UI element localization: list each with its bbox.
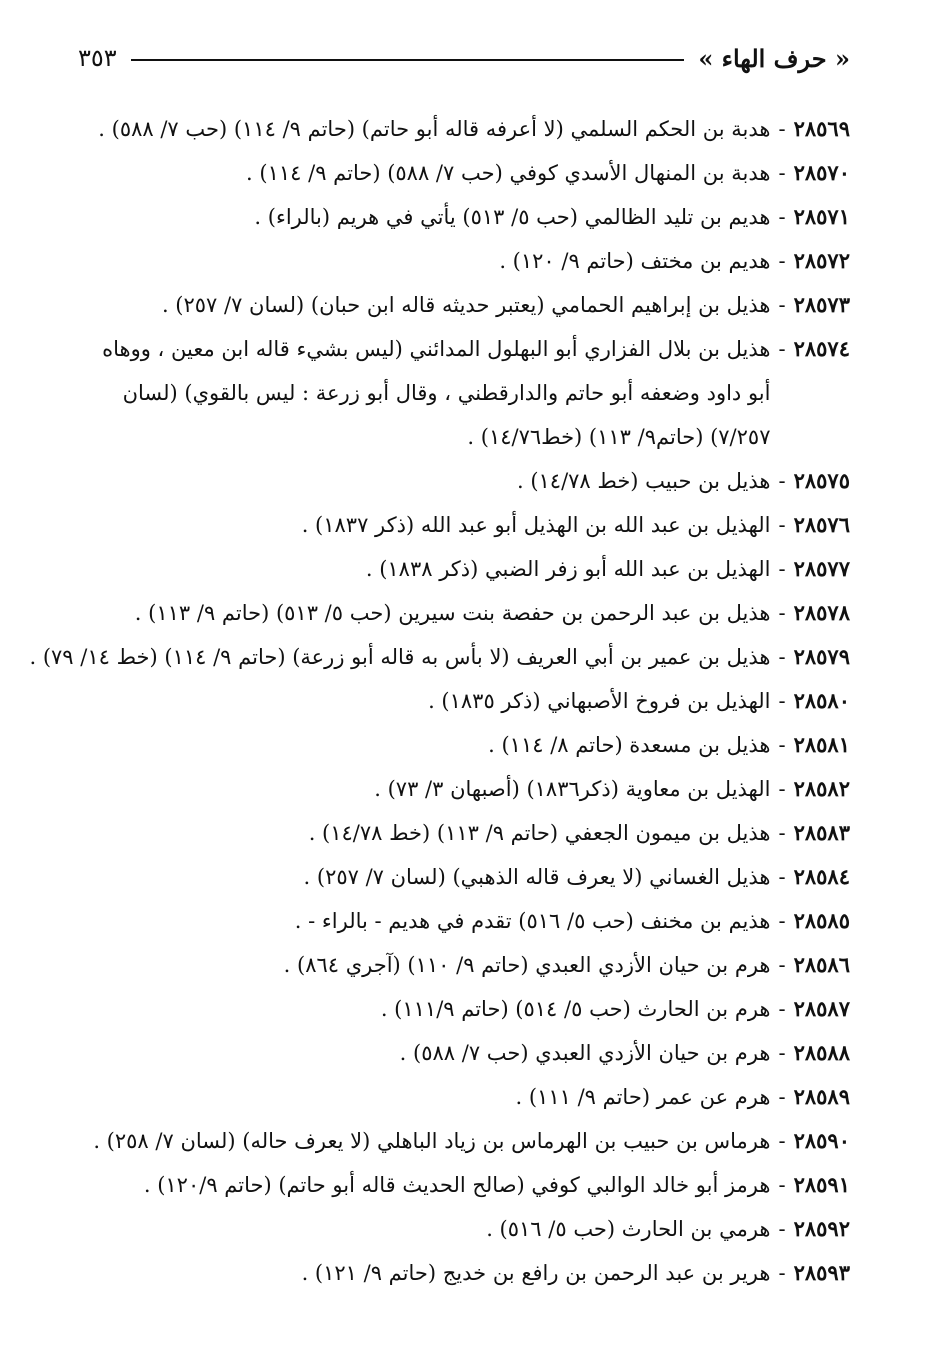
list-item bbox=[78, 679, 850, 723]
list-item bbox=[78, 943, 850, 987]
entry-dash: - bbox=[778, 1085, 786, 1109]
entry-dash: - bbox=[778, 513, 786, 537]
list-item bbox=[78, 547, 850, 591]
entry-number: ٢٨٥٧٥ bbox=[793, 468, 850, 493]
entry-number: ٢٨٥٧٤ bbox=[793, 336, 850, 361]
entry-number: ٢٨٥٨٨ bbox=[793, 1040, 850, 1065]
entry-number: ٢٨٥٧٦ bbox=[793, 512, 850, 537]
entry-dash: - bbox=[778, 689, 786, 713]
list-item bbox=[78, 327, 850, 459]
entry-number: ٢٨٥٨٢ bbox=[793, 776, 850, 801]
entry-text: هذيل بن بلال الفزاري أبو البهلول المدائني (ليس بشيء قاله ابن معين ، ووهاه أبو داود وضعفه أبو حاتم والدارقطني ، وقال أبو زرعة : ليس بالقوي) (لسان ٧/٢٥٧) (حاتم٩/ ١١٣) (خط١٤/٧٦) . bbox=[102, 337, 771, 449]
entry-number: ٢٨٥٨٣ bbox=[793, 820, 850, 845]
entry-dash: - bbox=[778, 249, 786, 273]
entry-text: الهذيل بن عبد الله بن الهذيل أبو عبد الله (ذكر ١٨٣٧) . bbox=[301, 513, 771, 537]
entry-dash: - bbox=[778, 909, 786, 933]
running-header bbox=[78, 38, 850, 78]
entry-dash: - bbox=[778, 1217, 786, 1241]
list-item bbox=[78, 899, 850, 943]
list-item bbox=[78, 151, 850, 195]
list-item bbox=[78, 1075, 850, 1119]
entry-text: هرم بن الحارث (حب ٥/ ٥١٤) (حاتم ١١١/٩) . bbox=[380, 997, 771, 1021]
entry-dash: - bbox=[778, 953, 786, 977]
entry-text: هرمي بن الحارث (حب ٥/ ٥١٦) . bbox=[486, 1217, 771, 1241]
header-rule bbox=[131, 59, 685, 61]
entry-number: ٢٨٥٧١ bbox=[793, 204, 850, 229]
list-item bbox=[78, 591, 850, 635]
entry-dash: - bbox=[778, 1041, 786, 1065]
entry-text: هرير بن عبد الرحمن بن رافع بن خديج (حاتم ٩/ ١٢١) . bbox=[301, 1261, 771, 1285]
list-item bbox=[78, 1207, 850, 1251]
entry-dash: - bbox=[778, 337, 786, 361]
entry-number: ٢٨٥٨٩ bbox=[793, 1084, 850, 1109]
header-title: « حرف الهاء » bbox=[698, 43, 850, 73]
entry-number: ٢٨٥٧٠ bbox=[793, 160, 850, 185]
page-number: ٣٥٣ bbox=[78, 44, 117, 72]
entry-dash: - bbox=[778, 777, 786, 801]
entry-text: هدبة بن المنهال الأسدي كوفي (حب ٧/ ٥٨٨) (حاتم ٩/ ١١٤) . bbox=[246, 161, 771, 185]
entry-dash: - bbox=[778, 293, 786, 317]
entry-dash: - bbox=[778, 557, 786, 581]
entry-number: ٢٨٥٨٦ bbox=[793, 952, 850, 977]
entry-number: ٢٨٥٨٤ bbox=[793, 864, 850, 889]
entry-dash: - bbox=[778, 601, 786, 625]
list-item bbox=[78, 239, 850, 283]
entry-text: هرماس بن حبيب بن الهرماس بن زياد الباهلي (لا يعرف حاله) (لسان ٧/ ٢٥٨) . bbox=[93, 1129, 771, 1153]
entry-text: هذيم بن مخنف (حب ٥/ ٥١٦) تقدم في هديم - بالراء - . bbox=[294, 909, 771, 933]
entry-text: هرمز أبو خالد الوالبي كوفي (صالح الحديث قاله أبو حاتم) (حاتم ١٢٠/٩) . bbox=[143, 1173, 771, 1197]
entry-dash: - bbox=[778, 469, 786, 493]
entry-dash: - bbox=[778, 1129, 786, 1153]
entry-text: هرم عن عمر (حاتم ٩/ ١١١) . bbox=[515, 1085, 771, 1109]
entry-dash: - bbox=[778, 997, 786, 1021]
entry-text: الهذيل بن معاوية (ذكر١٨٣٦) (أصبهان ٣/ ٧٣) . bbox=[374, 777, 771, 801]
entry-text: هذيل بن إبراهيم الحمامي (يعتبر حديثه قاله ابن حبان) (لسان ٧/ ٢٥٧) . bbox=[161, 293, 771, 317]
entry-number: ٢٨٥٧٣ bbox=[793, 292, 850, 317]
list-item bbox=[78, 107, 850, 151]
entry-text: هذيل بن ميمون الجعفي (حاتم ٩/ ١١٣) (خط ١٤/٧٨) . bbox=[308, 821, 771, 845]
entry-text: هذيل الغساني (لا يعرف قاله الذهبي) (لسان ٧/ ٢٥٧) . bbox=[303, 865, 771, 889]
entry-number: ٢٨٥٨٥ bbox=[793, 908, 850, 933]
entry-dash: - bbox=[778, 161, 786, 185]
entry-dash: - bbox=[778, 1173, 786, 1197]
entry-text: هديم بن مختف (حاتم ٩/ ١٢٠) . bbox=[499, 249, 771, 273]
entry-number: ٢٨٥٧٢ bbox=[793, 248, 850, 273]
entry-text: هذيل بن عبد الرحمن بن حفصة بنت سيرين (حب ٥/ ٥١٣) (حاتم ٩/ ١١٣) . bbox=[134, 601, 771, 625]
list-item bbox=[78, 503, 850, 547]
list-item bbox=[29, 635, 850, 679]
entry-number: ٢٨٥٦٩ bbox=[793, 116, 850, 141]
entry-text: هذيل بن عمير بن أبي العريف (لا بأس به قاله أبو زرعة) (حاتم ٩/ ١١٤) (خط ١٤/ ٧٩) . bbox=[29, 645, 771, 669]
list-item bbox=[78, 767, 850, 811]
list-item bbox=[78, 1251, 850, 1295]
entry-text: هرم بن حيان الأزدي العبدي (حب ٧/ ٥٨٨) . bbox=[399, 1041, 771, 1065]
entry-dash: - bbox=[778, 865, 786, 889]
entry-number: ٢٨٥٧٨ bbox=[793, 600, 850, 625]
entry-text: هذيل بن مسعدة (حاتم ٨/ ١١٤) . bbox=[488, 733, 771, 757]
entry-number: ٢٨٥٨٠ bbox=[793, 688, 850, 713]
entry-text: هديم بن تليد الظالمي (حب ٥/ ٥١٣) يأتي في هريم (بالراء) . bbox=[254, 205, 771, 229]
list-item bbox=[78, 723, 850, 767]
list-item bbox=[78, 1031, 850, 1075]
entry-text: الهذيل بن فروخ الأصبهاني (ذكر ١٨٣٥) . bbox=[428, 689, 771, 713]
entry-dash: - bbox=[778, 733, 786, 757]
entry-number: ٢٨٥٨١ bbox=[793, 732, 850, 757]
entry-text: هرم بن حيان الأزدي العبدي (حاتم ٩/ ١١٠) (آجري ٨٦٤) . bbox=[283, 953, 771, 977]
list-item bbox=[78, 1119, 850, 1163]
entry-number: ٢٨٥٩٠ bbox=[793, 1128, 850, 1153]
entry-number: ٢٨٥٩٣ bbox=[793, 1260, 850, 1285]
entry-text: هذيل بن حبيب (خط ١٤/٧٨) . bbox=[516, 469, 771, 493]
entry-text: الهذيل بن عبد الله أبو زفر الضبي (ذكر ١٨٣٨) . bbox=[365, 557, 771, 581]
entry-dash: - bbox=[778, 1261, 786, 1285]
entry-number: ٢٨٥٩١ bbox=[793, 1172, 850, 1197]
entry-dash: - bbox=[778, 205, 786, 229]
entry-dash: - bbox=[778, 117, 786, 141]
entry-number: ٢٨٥٩٢ bbox=[793, 1216, 850, 1241]
entry-number: ٢٨٥٧٩ bbox=[793, 644, 850, 669]
list-item bbox=[78, 459, 850, 503]
entry-dash: - bbox=[778, 645, 786, 669]
list-item bbox=[78, 855, 850, 899]
entry-text: هدبة بن الحكم السلمي (لا أعرفه قاله أبو حاتم) (حاتم ٩/ ١١٤) (حب ٧/ ٥٨٨) . bbox=[98, 117, 771, 141]
entry-number: ٢٨٥٧٧ bbox=[793, 556, 850, 581]
list-item bbox=[78, 283, 850, 327]
list-item bbox=[78, 811, 850, 855]
entry-dash: - bbox=[778, 821, 786, 845]
list-item bbox=[78, 987, 850, 1031]
entry-list bbox=[29, 107, 850, 1295]
list-item bbox=[78, 1163, 850, 1207]
entry-number: ٢٨٥٨٧ bbox=[793, 996, 850, 1021]
list-item bbox=[78, 195, 850, 239]
